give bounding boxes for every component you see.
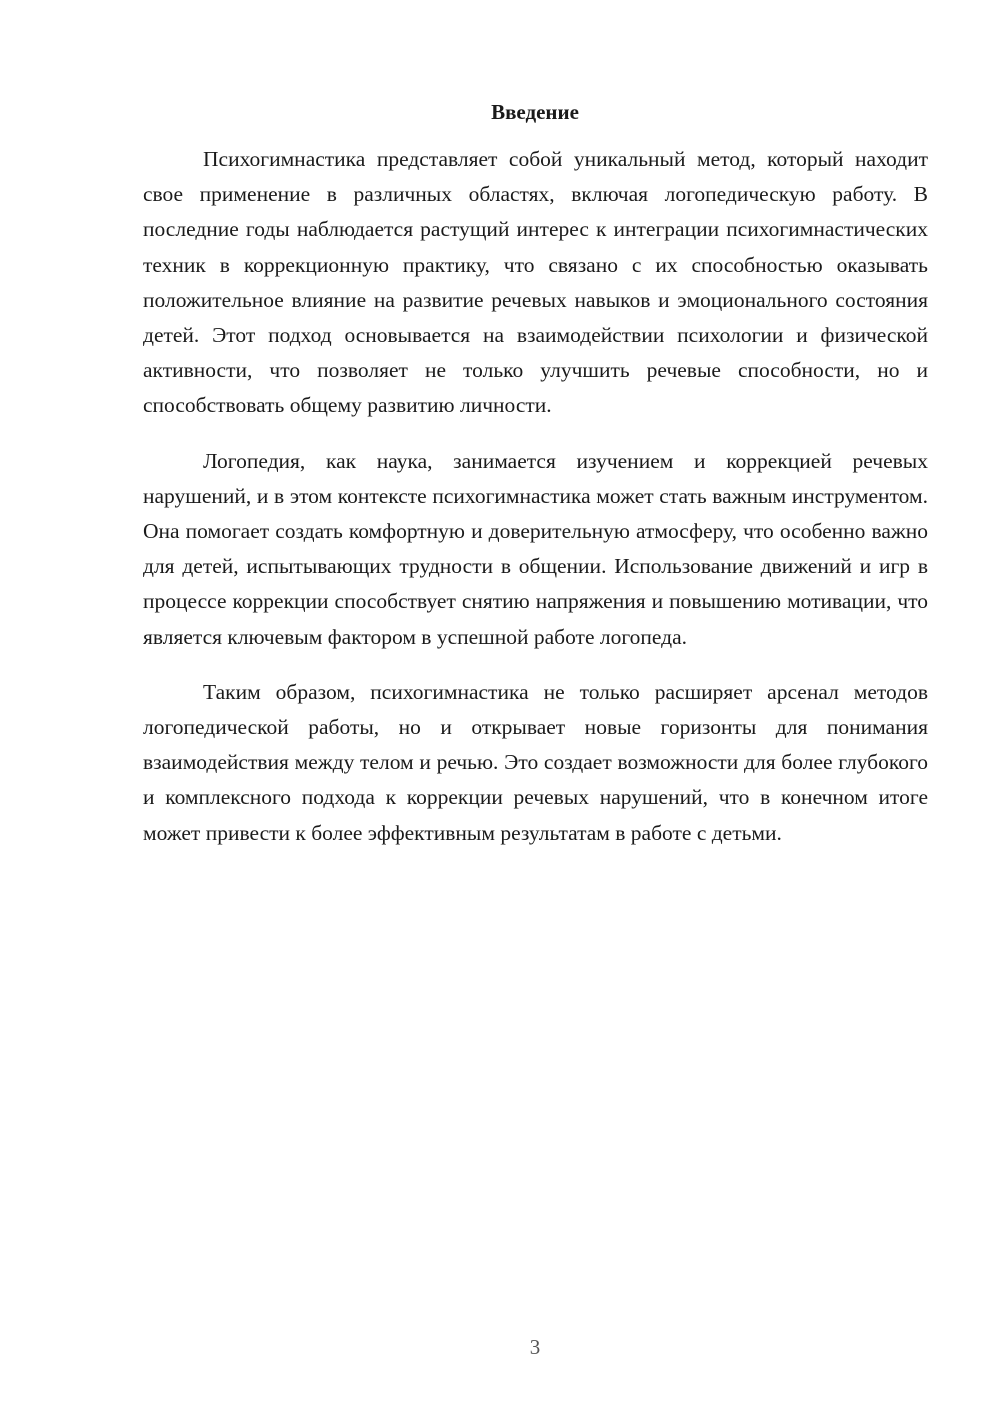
body-text bbox=[143, 142, 928, 871]
page-number: 3 bbox=[529, 1335, 541, 1359]
section-heading: Введение bbox=[491, 100, 579, 124]
paragraph-1: Психогимнастика представляет собой уникальный метод, который находит свое применение в различных областях, включая логопедическую работу. В последние годы наблюдается растущий интерес к интеграции психогимнастических техник в коррекционную практику, что связано с их способностью оказывать положительное влияние на развитие речевых навыков и эмоционального состояния детей. Этот подход основывается на взаимодействии психологии и физической активности, что позволяет не только улучшить речевые способности, но и способствовать общему развитию личности. bbox=[143, 147, 928, 418]
paragraph-3: Таким образом, психогимнастика не только расширяет арсенал методов логопедической работы, но и открывает новые горизонты для понимания взаимодействия между телом и речью. Это создает возможности для более глубокого и комплексного подхода к коррекции речевых нарушений, что в конечном итоге может привести к более эффективным результатам в работе с детьми. bbox=[143, 679, 928, 845]
paragraph-2: Логопедия, как наука, занимается изучением и коррекцией речевых нарушений, и в этом контексте психогимнастика может стать важным инструментом. Она помогает создать комфортную и доверительную атмосферу, что особенно важно для детей, испытывающих трудности в общении. Использование движений и игр в процессе коррекции способствует снятию напряжения и повышению мотивации, что является ключевым фактором в успешной работе логопеда. bbox=[143, 448, 928, 649]
